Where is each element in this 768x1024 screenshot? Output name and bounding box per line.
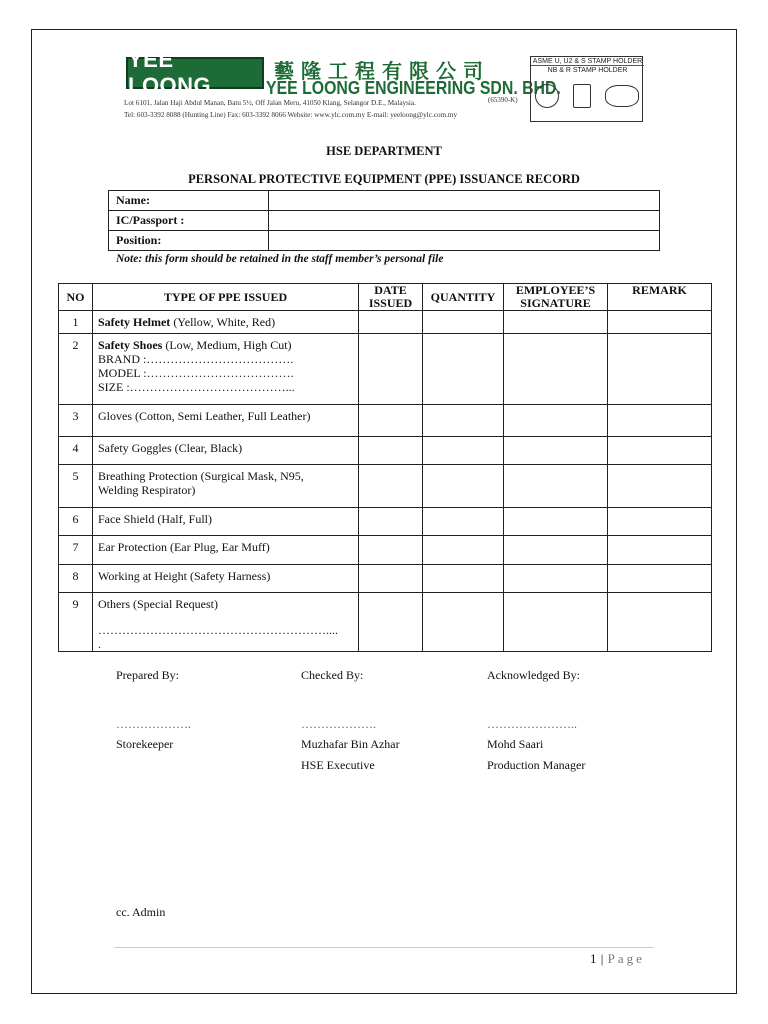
table-row (59, 565, 712, 593)
ppe-type-cell: Gloves (Cotton, Semi Leather, Full Leather) (93, 405, 359, 437)
table-row (59, 311, 712, 334)
ppe-type-cell: Working at Height (Safety Harness) (93, 565, 359, 593)
special-request-field[interactable]: ………………………………………………….... (98, 623, 338, 637)
remark-cell[interactable] (608, 536, 712, 565)
ppe-type-bold: Safety Shoes (98, 338, 163, 352)
remark-cell[interactable] (608, 465, 712, 508)
row-number: 4 (59, 437, 93, 465)
info-row-position (109, 231, 660, 251)
date-issued-cell[interactable] (359, 465, 423, 508)
company-chinese-name: 藝隆工程有限公司 (274, 59, 490, 83)
ppe-type-cell (93, 334, 359, 405)
table-row (59, 334, 712, 405)
row-number: 1 (59, 311, 93, 334)
checked-by-name: Muzhafar Bin Azhar (301, 737, 400, 751)
quantity-cell[interactable] (423, 405, 504, 437)
model-field[interactable]: MODEL :………………………………. (98, 366, 294, 380)
prepared-by-name: Storekeeper (116, 737, 174, 751)
info-row-name (109, 191, 660, 211)
certification-box (530, 56, 643, 122)
ppe-type-cell: Ear Protection (Ear Plug, Ear Muff) (93, 536, 359, 565)
size-field[interactable]: SIZE :…………………………………... (98, 380, 295, 394)
company-registration: (65390-K) (488, 96, 518, 104)
row-number: 9 (59, 593, 93, 652)
logo-text: YEE LOONG (128, 47, 212, 98)
info-row-ic (109, 211, 660, 231)
ppe-type-options: (Low, Medium, High Cut) (162, 338, 292, 352)
date-issued-cell[interactable] (359, 565, 423, 593)
date-issued-cell[interactable] (359, 405, 423, 437)
ppe-type-line-2: Welding Respirator) (98, 483, 196, 497)
employee-info-table (108, 190, 660, 251)
acknowledged-by-title: Production Manager (487, 758, 586, 772)
row-number: 7 (59, 536, 93, 565)
table-row (59, 536, 712, 565)
remark-cell[interactable] (608, 508, 712, 536)
table-row (59, 593, 712, 652)
row-number: 2 (59, 334, 93, 405)
remark-cell[interactable] (608, 593, 712, 652)
table-row (59, 405, 712, 437)
checked-by-title: HSE Executive (301, 758, 375, 772)
cert-line-nb: NB & R STAMP HOLDER (547, 67, 628, 74)
cc-admin: cc. Admin (116, 905, 166, 919)
special-request-field-end: . (98, 637, 101, 651)
department-title: HSE DEPARTMENT (326, 144, 442, 158)
checked-by-label: Checked By: (301, 668, 364, 682)
prepared-by-signature-line[interactable]: ………………. (116, 717, 191, 731)
remark-cell[interactable] (608, 565, 712, 593)
certification-logos (535, 79, 639, 113)
signature-cell[interactable] (504, 536, 608, 565)
ppe-type-cell: Face Shield (Half, Full) (93, 508, 359, 536)
ppe-type-options: (Yellow, White, Red) (170, 315, 276, 329)
date-issued-cell[interactable] (359, 593, 423, 652)
ppe-type-line: Breathing Protection (Surgical Mask, N95, (98, 469, 304, 483)
quantity-cell[interactable] (423, 437, 504, 465)
page-number-value: 1 (590, 951, 597, 966)
remark-cell[interactable] (608, 437, 712, 465)
signature-cell[interactable] (504, 508, 608, 536)
ic-passport-label: IC/Passport : (109, 211, 269, 231)
header-signature-line1: EMPLOYEE’S (515, 283, 596, 297)
ppe-type-line (98, 338, 353, 352)
table-row (59, 508, 712, 536)
name-label: Name: (109, 191, 269, 211)
header-no: NO (59, 284, 93, 311)
signature-cell[interactable] (504, 465, 608, 508)
company-logo (126, 47, 264, 98)
page-word: Page (607, 951, 645, 966)
remark-cell[interactable] (608, 334, 712, 405)
remark-cell[interactable] (608, 405, 712, 437)
ppe-type-bold: Safety Helmet (98, 315, 171, 329)
company-contact: Tel: 603-3392 8088 (Hunting Line) Fax: 603-3392 8066 Website: www.ylc.com.my E-mail: yeeloong@ylc.com.my (124, 111, 458, 119)
acknowledged-by-label: Acknowledged By: (487, 668, 580, 682)
date-issued-cell[interactable] (359, 508, 423, 536)
ppe-type-cell (93, 593, 359, 652)
table-row (59, 465, 712, 508)
header-date-line2: ISSUED (368, 296, 413, 310)
quantity-cell[interactable] (423, 311, 504, 334)
name-field[interactable] (269, 191, 660, 211)
ppe-type-cell (93, 311, 359, 334)
header-quantity: QUANTITY (423, 284, 504, 311)
company-name: YEE LOONG ENGINEERING SDN. BHD. (266, 78, 561, 98)
row-number: 6 (59, 508, 93, 536)
company-address: Lot 6101, Jalan Haji Abdul Manan, Batu 5½, Off Jalan Meru, 41050 Klang, Selangor D.E., Malaysia. (124, 99, 416, 107)
signature-cell[interactable] (504, 405, 608, 437)
date-issued-cell[interactable] (359, 334, 423, 405)
signature-cell[interactable] (504, 565, 608, 593)
date-issued-cell[interactable] (359, 437, 423, 465)
date-issued-cell[interactable] (359, 536, 423, 565)
ppe-type-cell: Safety Goggles (Clear, Black) (93, 437, 359, 465)
remark-cell[interactable] (608, 311, 712, 334)
ppe-type-line: Others (Special Request) (98, 597, 218, 611)
retention-note: Note: this form should be retained in the staff member’s personal file (116, 253, 444, 265)
checked-by-signature-line[interactable]: ………………. (301, 717, 376, 731)
position-field[interactable] (269, 231, 660, 251)
quantity-cell[interactable] (423, 593, 504, 652)
row-number: 5 (59, 465, 93, 508)
row-number: 3 (59, 405, 93, 437)
position-label: Position: (109, 231, 269, 251)
header-date-line1: DATE (374, 283, 407, 297)
page-number (590, 951, 645, 967)
header-signature-line2: SIGNATURE (520, 296, 591, 310)
table-header-row (59, 284, 712, 311)
signature-cell[interactable] (504, 593, 608, 652)
header-remark: REMARK (608, 284, 712, 311)
form-title: PERSONAL PROTECTIVE EQUIPMENT (PPE) ISSUANCE RECORD (188, 172, 580, 186)
quantity-cell[interactable] (423, 508, 504, 536)
header-signature (504, 284, 608, 311)
acknowledged-by-name: Mohd Saari (487, 737, 544, 751)
footer-divider (114, 947, 654, 948)
ppe-issuance-table (58, 283, 712, 652)
ukas-seal-icon (573, 84, 591, 108)
acknowledged-by-signature-line[interactable]: ………………….. (487, 717, 577, 731)
table-row (59, 437, 712, 465)
prepared-by-label: Prepared By: (116, 668, 179, 682)
header-type: TYPE OF PPE ISSUED (93, 284, 359, 311)
date-issued-cell[interactable] (359, 311, 423, 334)
standards-seal-icon (605, 85, 639, 107)
quantity-cell[interactable] (423, 565, 504, 593)
quantity-cell[interactable] (423, 334, 504, 405)
page-number-separator: | (600, 951, 604, 966)
row-number: 8 (59, 565, 93, 593)
sgs-seal-icon (535, 84, 559, 108)
quantity-cell[interactable] (423, 536, 504, 565)
header-date-issued (359, 284, 423, 311)
brand-field[interactable]: BRAND :………………………………. (98, 352, 294, 366)
signature-cell[interactable] (504, 311, 608, 334)
ic-passport-field[interactable] (269, 211, 660, 231)
signature-cell[interactable] (504, 437, 608, 465)
quantity-cell[interactable] (423, 465, 504, 508)
signature-cell[interactable] (504, 334, 608, 405)
cert-line-asme: ASME U, U2 & S STAMP HOLDER (532, 58, 643, 65)
ppe-type-cell (93, 465, 359, 508)
